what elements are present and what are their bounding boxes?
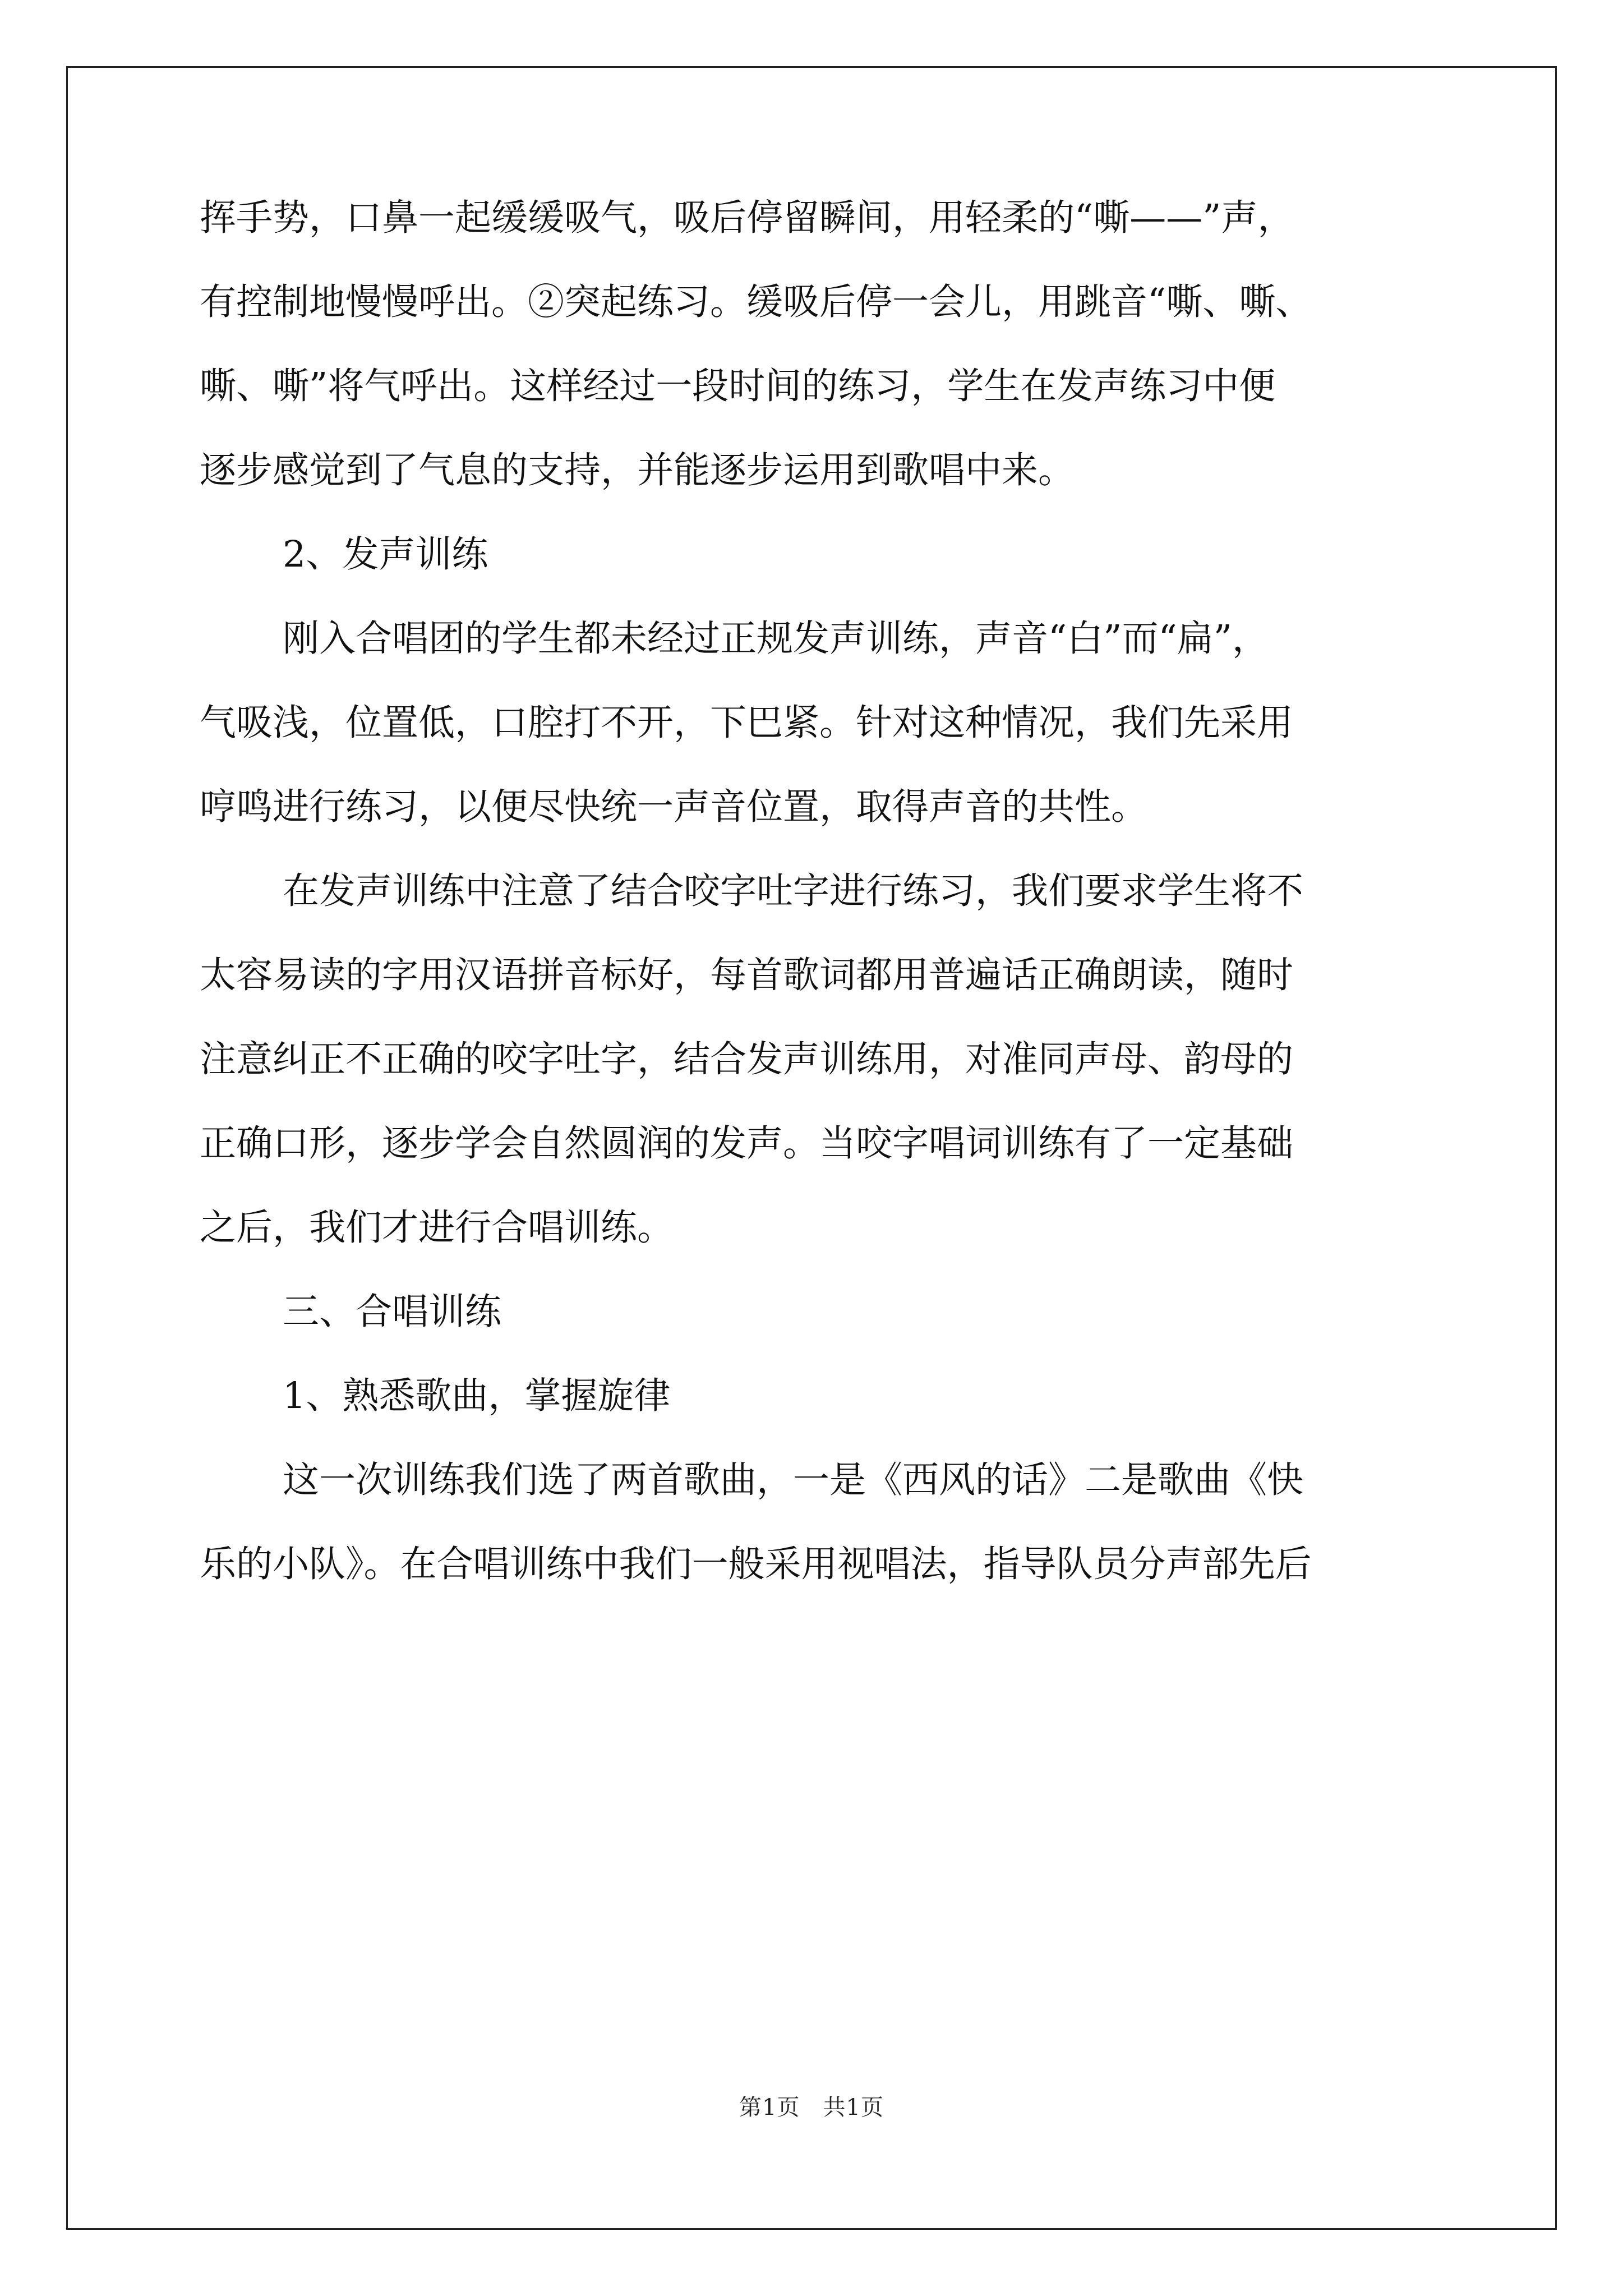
text-line: 嘶、嘶”将气呼出。这样经过一段时间的练习，学生在发声练习中便	[200, 365, 1276, 407]
text-line: 有控制地慢慢呼出。②突起练习。缓吸后停一会儿，用跳音“嘶、嘶、	[200, 281, 1312, 323]
text-line: 正确口形，逐步学会自然圆润的发声。当咬字唱词训练有了一定基础	[200, 1122, 1294, 1165]
text-line: 这一次训练我们选了两首歌曲，一是《西风的话》二是歌曲《快	[283, 1459, 1304, 1501]
text-line: 逐步感觉到了气息的支持，并能逐步运用到歌唱中来。	[200, 449, 1075, 491]
text-line: 之后，我们才进行合唱训练。	[200, 1207, 674, 1249]
text-line: 乐的小队》。在合唱训练中我们一般采用视唱法，指导队员分声部先后	[200, 1543, 1312, 1585]
text-line: 太容易读的字用汉语拼音标好，每首歌词都用普遍话正确朗读，随时	[200, 954, 1294, 996]
text-line: 刚入合唱团的学生都未经过正规发声训练，声音“白”而“扁”，	[283, 618, 1269, 660]
document-body	[200, 188, 1433, 1618]
text-line: 哼鸣进行练习，以便尽快统一声音位置，取得声音的共性。	[200, 786, 1148, 828]
subsection-heading: 1、熟悉歌曲，掌握旋律	[283, 1375, 671, 1417]
text-line: 注意纠正不正确的咬字吐字，结合发声训练用，对准同声母、韵母的	[200, 1038, 1294, 1080]
text-line: 气吸浅，位置低，口腔打不开，下巴紧。针对这种情况，我们先采用	[200, 702, 1294, 744]
page-footer: 第1页 共1页	[739, 2095, 884, 2120]
text-line: 挥手势，口鼻一起缓缓吸气，吸后停留瞬间，用轻柔的“嘶——”声，	[200, 197, 1294, 239]
text-line: 在发声训练中注意了结合咬字吐字进行练习，我们要求学生将不	[283, 870, 1304, 912]
section-heading: 2、发声训练	[283, 533, 488, 576]
section-heading: 三、合唱训练	[283, 1291, 502, 1333]
